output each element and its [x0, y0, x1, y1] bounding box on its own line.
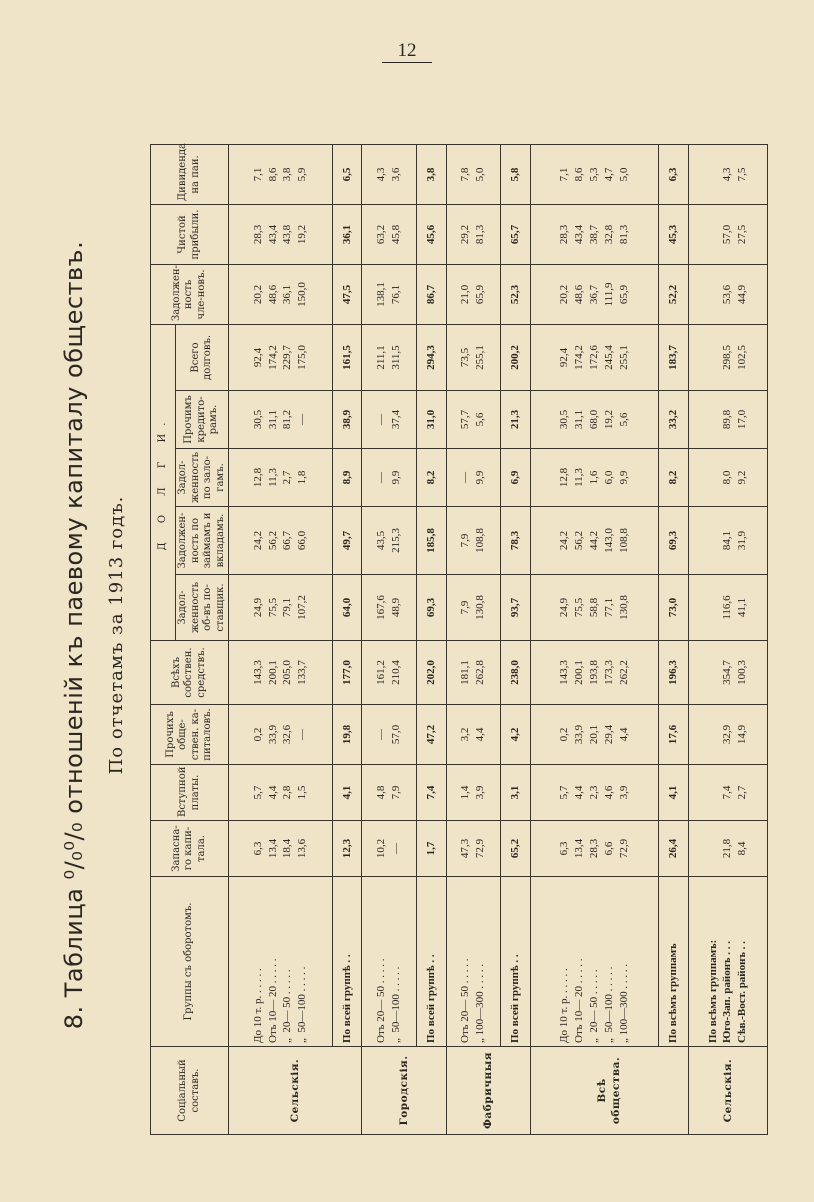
table-title: 8. Таблица ⁰/₀⁰/₀ отношеній къ паевому капиталу обществъ.: [60, 240, 88, 1030]
cell: 12,8 11,3 1,6 6,0 9,9: [530, 449, 659, 507]
cell: 26,4: [659, 821, 689, 877]
header-groups: Группы съ оборотомъ.: [151, 877, 229, 1047]
cell: 89,8 17,0: [688, 391, 767, 449]
cell: 0,2 33,9 32,6 —: [229, 705, 333, 765]
cell: 211,1 311,5: [362, 324, 416, 390]
cell: 21,3: [500, 391, 530, 449]
cell: 69,3: [659, 507, 689, 575]
group-labels: До 10 т. р. . . . . . Отъ 10— 20 . . . . . „ 20— 50 . . . . . „ 50—100 . . . . . „ 100—300 . . . . .: [530, 877, 659, 1047]
cell: 8,2: [659, 449, 689, 507]
cell: 47,2: [416, 705, 446, 765]
cell: 5,8: [500, 144, 530, 204]
cell: 24,9 75,5 58,8 77,1 130,8: [530, 575, 659, 641]
cell: 4,2: [500, 705, 530, 765]
header-divid: Дивиденда на паи.: [151, 144, 229, 204]
table-subtitle: По отчетамъ за 1913 годъ.: [106, 495, 127, 775]
cell: 92,4 174,2 172,6 245,4 255,1: [530, 324, 659, 390]
cell: 4,3 3,6: [362, 144, 416, 204]
cell: 185,8: [416, 507, 446, 575]
cell: 20,2 48,6 36,1 150,0: [229, 264, 333, 324]
total-label: По всей группѣ . .: [500, 877, 530, 1047]
cell: 177,0: [332, 641, 362, 705]
cell: 200,2: [500, 324, 530, 390]
header-zad-chl: Задолжен-ность чле-новъ.: [151, 264, 229, 324]
cell: 78,3: [500, 507, 530, 575]
header-pribyl: Чистой прибыли.: [151, 204, 229, 264]
section-label: Всѣ общества.: [530, 1047, 688, 1135]
cell: 196,3: [659, 641, 689, 705]
page-number-rule: [382, 62, 432, 63]
cell: 6,3 13,4 18,4 13,6: [229, 821, 333, 877]
cell: 3,2 4,4: [446, 705, 500, 765]
cell: 6,5: [332, 144, 362, 204]
total-row: [416, 144, 446, 1134]
cell: 64,0: [332, 575, 362, 641]
cell: 143,3 200,1 205,0 133,7: [229, 641, 333, 705]
cell: 10,2 —: [362, 821, 416, 877]
header-zapas: Запасна-го капи-тала.: [151, 821, 229, 877]
cell: 47,5: [332, 264, 362, 324]
total-row: [659, 144, 689, 1134]
cell: — 9,9: [446, 449, 500, 507]
cell: 7,9 108,8: [446, 507, 500, 575]
cell: 45,6: [416, 204, 446, 264]
cell: 7,9 130,8: [446, 575, 500, 641]
cell: 4,1: [659, 765, 689, 821]
header-social: Соціальный составъ.: [151, 1047, 229, 1135]
cell: 92,4 174,2 229,7 175,0: [229, 324, 333, 390]
data-table: [150, 144, 768, 1135]
cell: 4,3 7,5: [688, 144, 767, 204]
cell: 73,0: [659, 575, 689, 641]
header-dolgi: Д О Л Г И.: [151, 324, 176, 640]
cell: 7,1 8,6 5,3 4,7 5,0: [530, 144, 659, 204]
cell: 57,7 5,6: [446, 391, 500, 449]
cell: 7,8 5,0: [446, 144, 500, 204]
table-row: [229, 144, 333, 1134]
cell: 63,2 45,8: [362, 204, 416, 264]
cell: 5,7 4,4 2,8 1,5: [229, 765, 333, 821]
total-label: По всей группѣ . .: [332, 877, 362, 1047]
cell: 298,5 102,5: [688, 324, 767, 390]
cell: 167,6 48,9: [362, 575, 416, 641]
cell: 183,7: [659, 324, 689, 390]
cell: 17,6: [659, 705, 689, 765]
cell: 47,3 72,9: [446, 821, 500, 877]
cell: 45,3: [659, 204, 689, 264]
cell: — 37,4: [362, 391, 416, 449]
cell: 31,0: [416, 391, 446, 449]
cell: 29,2 81,3: [446, 204, 500, 264]
total-label: По всѣмъ группамъ: [659, 877, 689, 1047]
cell: 73,5 255,1: [446, 324, 500, 390]
cell: 7,1 8,6 3,8 5,9: [229, 144, 333, 204]
header-d4: Прочимъ кредито-рамъ.: [176, 391, 229, 449]
cell: 8,0 9,2: [688, 449, 767, 507]
group-labels: До 10 т. р. . . . . . Отъ 10— 20 . . . . . „ 20— 50 . . . . . „ 50—100 . . . . .: [229, 877, 333, 1047]
cell: 1,4 3,9: [446, 765, 500, 821]
cell: 8,9: [332, 449, 362, 507]
table-row: [362, 144, 416, 1134]
cell: 30,5 31,1 68,0 19,2 5,6: [530, 391, 659, 449]
cell: 52,3: [500, 264, 530, 324]
total-row: [500, 144, 530, 1134]
cell: 3,8: [416, 144, 446, 204]
cell: 1,7: [416, 821, 446, 877]
cell: 28,3 43,4 38,7 32,8 81,3: [530, 204, 659, 264]
cell: 8,2: [416, 449, 446, 507]
header-proch-cap: Прочихъ обще-ствен. ка-питаловъ.: [151, 705, 229, 765]
total-label: По всей группѣ . .: [416, 877, 446, 1047]
total-row: [332, 144, 362, 1134]
page-number: 12: [397, 40, 417, 61]
cell: 33,2: [659, 391, 689, 449]
header-vstup: Вступной платы.: [151, 765, 229, 821]
cell: 3,1: [500, 765, 530, 821]
cell: 354,7 100,3: [688, 641, 767, 705]
section-label: Сельскія.: [688, 1047, 767, 1135]
header-d2: Задолжен-ность по займамъ и вкладамъ.: [176, 507, 229, 575]
cell: 6,3 13,4 28,3 6,6 72,9: [530, 821, 659, 877]
cell: 53,6 44,9: [688, 264, 767, 324]
cell: 161,5: [332, 324, 362, 390]
cell: 202,0: [416, 641, 446, 705]
cell: 0,2 33,9 20,1 29,4 4,4: [530, 705, 659, 765]
cell: 24,2 56,2 66,7 66,0: [229, 507, 333, 575]
header-d1: Задол-женность об-въ по-ставщик.: [176, 575, 229, 641]
cell: 21,0 65,9: [446, 264, 500, 324]
cell: 19,8: [332, 705, 362, 765]
cell: 52,2: [659, 264, 689, 324]
header-d3: Задол-женность по зало-гамъ.: [176, 449, 229, 507]
section-label: Городскія.: [362, 1047, 446, 1135]
cell: 12,8 11,3 2,7 1,8: [229, 449, 333, 507]
cell: 69,3: [416, 575, 446, 641]
cell: 12,3: [332, 821, 362, 877]
cell: 30,5 31,1 81,2 —: [229, 391, 333, 449]
cell: 65,2: [500, 821, 530, 877]
cell: 294,3: [416, 324, 446, 390]
header-d5: Всего долговъ.: [176, 324, 229, 390]
table-row: [446, 144, 500, 1134]
cell: 21,8 8,4: [688, 821, 767, 877]
cell: 7,4: [416, 765, 446, 821]
cell: 6,9: [500, 449, 530, 507]
cell: 43,5 215,3: [362, 507, 416, 575]
cell: 138,1 76,1: [362, 264, 416, 324]
cell: — 9,9: [362, 449, 416, 507]
cell: 161,2 210,4: [362, 641, 416, 705]
section-label: Фабричныя: [446, 1047, 530, 1135]
cell: 143,3 200,1 193,8 173,3 262,2: [530, 641, 659, 705]
cell: 20,2 48,6 36,7 111,9 65,9: [530, 264, 659, 324]
header-vseh-sobst: Всѣхъ собствен. средствъ.: [151, 641, 229, 705]
cell: 4,1: [332, 765, 362, 821]
cell: 4,8 7,9: [362, 765, 416, 821]
cell: 7,4 2,7: [688, 765, 767, 821]
table-row: [688, 144, 767, 1134]
cell: 36,1: [332, 204, 362, 264]
section-label: Сельскія.: [229, 1047, 362, 1135]
cell: 84,1 31,9: [688, 507, 767, 575]
group-labels: По всѣмъ группамъ: Юго-Зап. районъ . . . Сѣв.-Вост. районъ . .: [688, 877, 767, 1047]
group-labels: Отъ 20— 50 . . . . . „ 50—100 . . . . .: [362, 877, 416, 1047]
cell: 238,0: [500, 641, 530, 705]
cell: — 57,0: [362, 705, 416, 765]
table-row: [530, 144, 659, 1134]
cell: 6,3: [659, 144, 689, 204]
cell: 86,7: [416, 264, 446, 324]
cell: 24,2 56,2 44,2 143,0 108,8: [530, 507, 659, 575]
cell: 28,3 43,4 43,8 19,2: [229, 204, 333, 264]
cell: 65,7: [500, 204, 530, 264]
cell: 24,9 75,5 79,1 107,2: [229, 575, 333, 641]
cell: 32,9 14,9: [688, 705, 767, 765]
cell: 38,9: [332, 391, 362, 449]
cell: 93,7: [500, 575, 530, 641]
cell: 116,6 41,1: [688, 575, 767, 641]
cell: 5,7 4,4 2,3 4,6 3,9: [530, 765, 659, 821]
cell: 57,0 27,5: [688, 204, 767, 264]
rotated-table-page: [20, 95, 800, 1175]
cell: 49,7: [332, 507, 362, 575]
cell: 181,1 262,8: [446, 641, 500, 705]
group-labels: Отъ 20— 50 . . . . . „ 100—300 . . . . .: [446, 877, 500, 1047]
